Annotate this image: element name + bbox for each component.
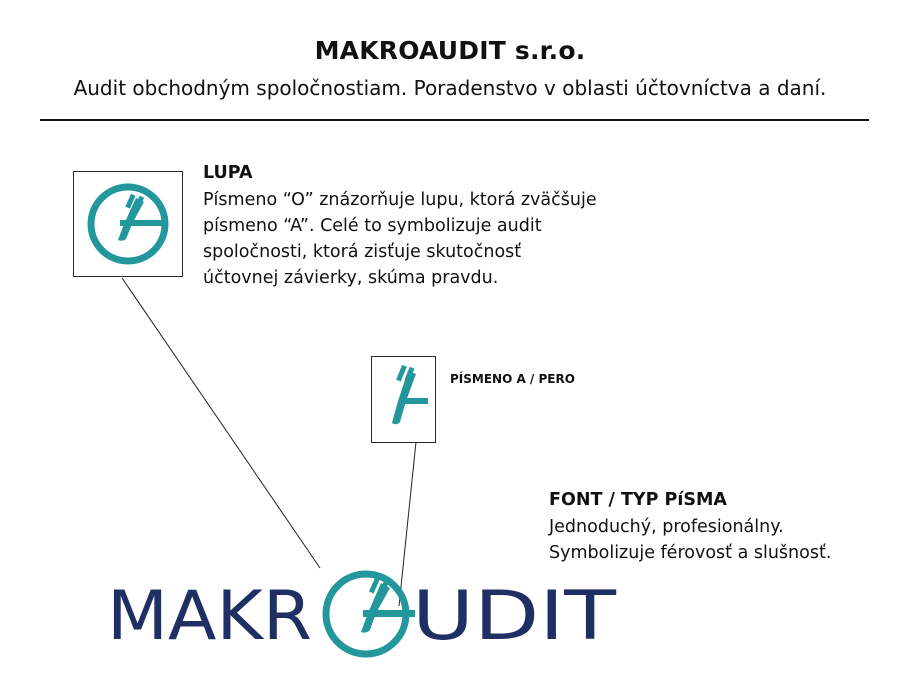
page-subtitle: Audit obchodným spoločnostiam. Poradenstvo v oblasti účtovníctva a daní.: [73, 76, 827, 100]
lupa-line-3: spoločnosti, ktorá zisťuje skutočnosť: [203, 242, 522, 262]
pero-heading: PÍSMENO A / PERO: [450, 372, 575, 386]
lupa-line-4: účtovnej závierky, skúma pravdu.: [203, 268, 499, 288]
page-title: MAKROAUDIT s.r.o.: [314, 36, 586, 65]
font-line-2: Symbolizuje férovosť a slušnosť.: [549, 543, 832, 563]
font-heading: FONT / TYP PíSMA: [549, 490, 727, 510]
lupa-line-1: Písmeno “O” znázorňuje lupu, ktorá zväčšuje: [203, 190, 597, 210]
lupa-line-2: písmeno “A”. Celé to symbolizuje audit: [203, 216, 542, 236]
lupa-heading: LUPA: [203, 163, 253, 183]
logo-text-udit: UDIT: [412, 577, 617, 656]
font-line-1: Jednoduchý, profesionálny.: [549, 517, 784, 537]
logo-pen-icon: [361, 583, 390, 633]
logo-text-makr: MAKR: [107, 577, 312, 656]
